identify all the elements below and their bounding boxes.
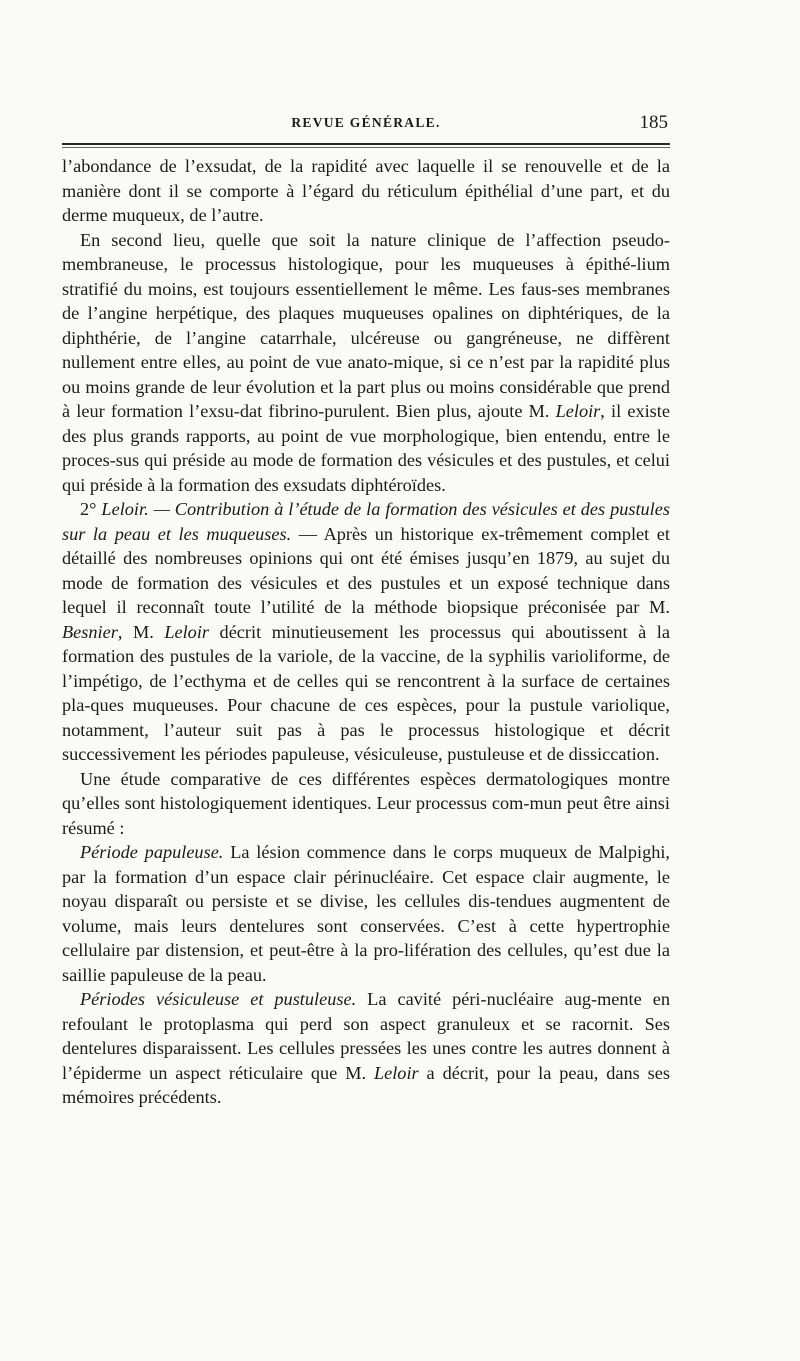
header-rule bbox=[62, 143, 670, 145]
paragraph-6 bbox=[62, 987, 670, 1110]
body-text bbox=[62, 154, 670, 1110]
section-title-papular: Période papuleuse. bbox=[80, 842, 224, 862]
paragraph-continuation bbox=[62, 154, 670, 228]
paragraph-5-text: La lésion commence dans le corps muqueux de Malpighi, par la formation d’un espace clair périnucléaire. Cet espace clair augmente, le noyau disparaît ou persiste et se divise, les cellules dis-tendues augmentent de volume, mais leurs dentelures sont conservées. C’est à cette hypertrophie cellulaire par distension, et peut-être à la pro-lifération des cellules, qu’est due la saillie papuleuse de la peau. bbox=[62, 842, 671, 985]
paragraph-5 bbox=[62, 840, 670, 987]
author-name-leloir-2: Leloir bbox=[373, 1062, 419, 1083]
author-name-besnier: Besnier bbox=[62, 621, 118, 642]
paragraph-2-text: En second lieu, quelle que soit la nature clinique de l’affection pseudo-membraneuse, le processus histologique, pour les muqueuses à épithé-lium stratifié du moins, est toujours essentiellement le même. Les faus-ses membranes de l’angine herpétique, des plaques muqueuses opalines on diphtériques, de la diphthérie, de l’angine catarrhale, ulcéreuse ou gangréneuse, ne diffèrent nullement entre elles, au point de vue anato-mique, si ce n’est par la rapidité plus ou moins grande de leur évolution et la part plus ou moins considérable que prend à leur formation l’exsu-dat fibrino-purulent. Bien plus, ajoute M. bbox=[62, 229, 670, 421]
item-number: 2° bbox=[80, 499, 102, 519]
paragraph-4 bbox=[62, 767, 670, 841]
paragraph-3-text-c: décrit minutieusement les processus qui aboutissent à la formation des pustules de la variole, de la vaccine, de la syphilis varioliforme, de l’impétigo, de l’ecthyma et de celles qui se rencontrent à la surface de certaines pla-ques muqueuses. Pour chacune de ces espèces, pour la pustule variolique, notamment, l’auteur suit pas à pas le processus histologique et décrit successivement les périodes papuleuse, vésiculeuse, pustuleuse et de dissiccation. bbox=[62, 621, 670, 764]
work-title: Leloir. — Contribution à l’étude de la formation des vésicules et des pustules sur la peau et les muqueuses. bbox=[62, 499, 670, 544]
paragraph-1-text: l’abondance de l’exsudat, de la rapidité avec laquelle il se renouvelle et de la manière dont il se comporte à l’égard du réticulum épithélial d’une part, et du derme muqueux, de l’autre. bbox=[62, 156, 670, 225]
paragraph-6-tail: a décrit, pour la peau, dans ses mémoires précédents. bbox=[62, 1062, 670, 1107]
author-name: Leloir bbox=[555, 401, 601, 421]
author-name-leloir: Leloir bbox=[164, 621, 210, 642]
header-rule-thin bbox=[62, 147, 670, 148]
page-number: 185 bbox=[639, 112, 668, 133]
section-title-vesicular: Périodes vésiculeuse et pustuleuse. bbox=[80, 989, 357, 1009]
running-title: REVUE GÉNÉRALE. bbox=[291, 115, 441, 130]
page-header bbox=[62, 112, 670, 138]
paragraph-3 bbox=[62, 497, 670, 767]
paragraph-2-tail: , il existe des plus grands rapports, au point de vue morphologique, bien entendu, entre le proces-sus qui préside au mode de formation des vésicules et des pustules, et celui qui préside à la formation des exsudats diphtéroïdes. bbox=[62, 401, 670, 495]
paragraph-4-text: Une étude comparative de ces différentes espèces dermatologiques montre qu’elles sont histologiquement identiques. Leur processus com-mun peut être ainsi résumé : bbox=[62, 768, 670, 838]
paragraph-3-text-a: — Après un historique ex-trêmement complet et détaillé des nombreuses opinions qui ont été émises jusqu’en 1879, au sujet du mode de formation des vésicules et des pustules et un exposé technique dans lequel il reconnaît toute l’utilité de la méthode biopsique préconisée par M. bbox=[62, 523, 670, 617]
paragraph-3-text-b: , M. bbox=[117, 621, 165, 642]
paragraph-6-text: La cavité péri-nucléaire aug-mente en refoulant le protoplasma qui perd son aspect granuleux et se racornit. Ses dentelures disparaissent. Les cellules pressées les unes contre les autres donnent à l’épiderme un aspect réticulaire que M. bbox=[62, 989, 670, 1083]
paragraph-2 bbox=[62, 228, 670, 498]
